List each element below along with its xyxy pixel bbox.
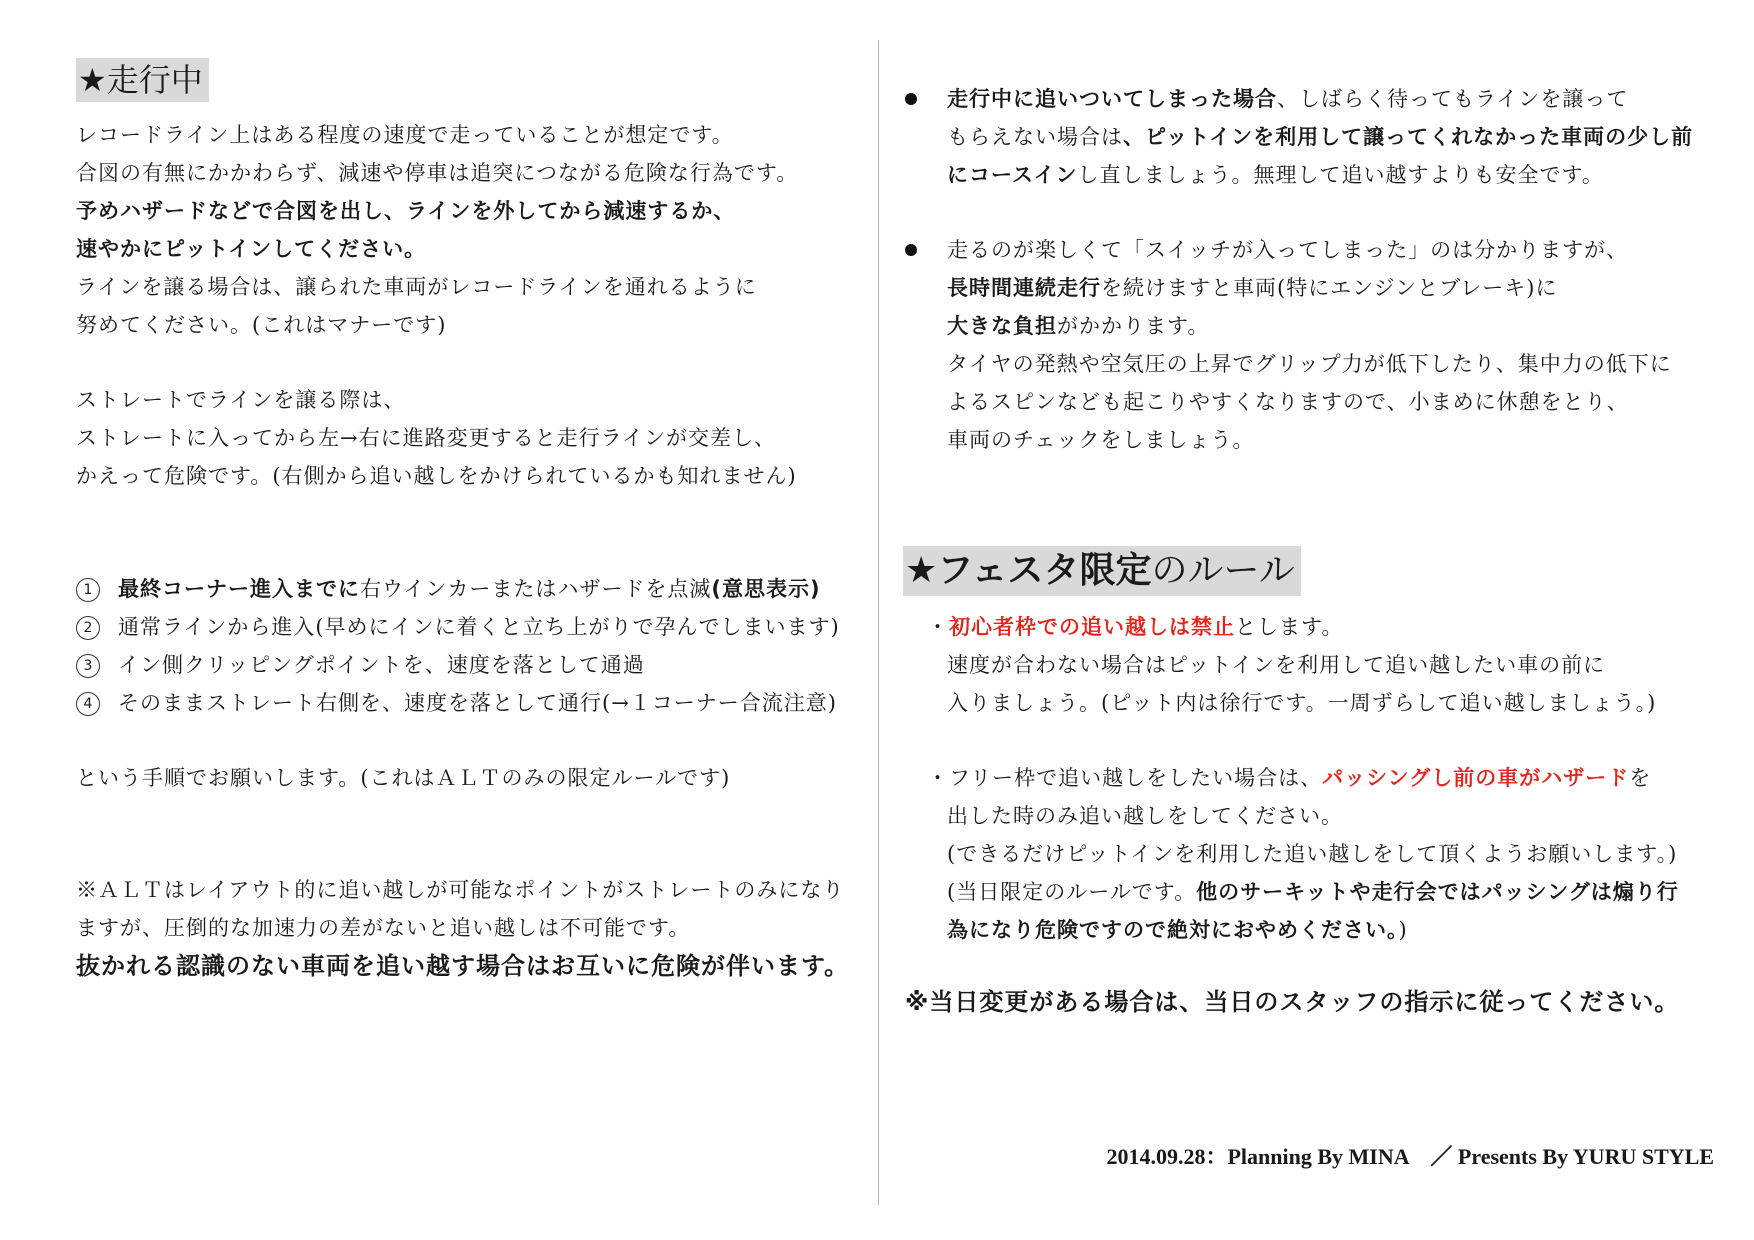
step-number: 2 <box>76 616 100 640</box>
section-heading-festa-rules: ★フェスタ限定のルール <box>903 546 1301 596</box>
bullet1-line2: もらえない場合は、ピットインを利用して譲ってくれなかった車両の少し前 <box>947 125 1694 149</box>
bullet1-line3: にコースインし直しましょう。無理して追い越すよりも安全です。 <box>947 163 1604 187</box>
step-number: 4 <box>76 692 100 716</box>
steps-note: という手順でお願いします。(これはＡＬＴのみの限定ルールです) <box>76 766 731 790</box>
rule1-line1: ・初心者枠での追い越しは禁止とします。 <box>927 615 1344 639</box>
bullet-icon <box>905 244 917 256</box>
text-line: 合図の有無にかかわらず、減速や停車は追突につながる危険な行為です。 <box>76 161 799 185</box>
rule1-line3: 入りましょう。(ピット内は徐行です。一周ずらして追い越しましょう。) <box>947 691 1657 715</box>
rule1-line2: 速度が合わない場合はピットインを利用して追い越したい車の前に <box>947 653 1606 677</box>
text-line: かえって危険です。(右側から追い越しをかけられているかも知れません) <box>76 464 797 488</box>
section-heading-driving: ★走行中 <box>76 58 209 102</box>
column-divider <box>878 40 879 1205</box>
step-item-4: 4 そのままストレート右側を、速度を落として通行(→１コーナー合流注意) <box>76 688 837 718</box>
bullet2-line1: 走るのが楽しくて「スイッチが入ってしまった」のは分かりますが、 <box>947 238 1629 262</box>
bold-line: 速やかにピットインしてください。 <box>76 237 427 261</box>
step-item-1: 1 最終コーナー進入までに右ウインカーまたはハザードを点滅(意思表示) <box>76 574 821 604</box>
bullet2-line2: 長時間連続走行を続けますと車両(特にエンジンとブレーキ)に <box>947 276 1558 300</box>
rule2-line2: 出した時のみ追い越しをしてください。 <box>947 804 1343 828</box>
text-line: ストレートに入ってから左→右に進路変更すると走行ラインが交差し、 <box>76 426 776 450</box>
bullet1-line1: 走行中に追いついてしまった場合、しばらく待ってもラインを譲って <box>947 87 1629 111</box>
bullet2-line6: 車両のチェックをしましょう。 <box>947 428 1255 452</box>
step-item-2: 2 通常ラインから進入(早めにインに着くと立ち上がりで孕んでしまいます) <box>76 612 840 642</box>
bullet2-line5: よるスピンなども起こりやすくなりますので、小まめに休憩をとり、 <box>947 390 1629 414</box>
bullet2-line4: タイヤの発熱や空気圧の上昇でグリップ力が低下したり、集中力の低下に <box>947 352 1672 376</box>
rule2-line5: 為になり危険ですので絶対におやめください。) <box>947 918 1408 942</box>
bullet-icon <box>905 93 917 105</box>
bold-line: 予めハザードなどで合図を出し、ラインを外してから減速するか、 <box>76 199 736 223</box>
bullet2-line3: 大きな負担がかかります。 <box>947 314 1210 338</box>
text-line: レコードライン上はある程度の速度で走っていることが想定です。 <box>76 123 734 147</box>
text-line: ラインを譲る場合は、譲られた車両がレコードラインを通れるように <box>76 275 757 299</box>
rule2-line1: ・フリー枠で追い越しをしたい場合は、パッシングし前の車がハザードを <box>927 766 1652 790</box>
step-number: 1 <box>76 578 100 602</box>
step-number: 3 <box>76 654 100 678</box>
rule2-line4: (当日限定のルールです。他のサーキットや走行会ではパッシングは煽り行 <box>947 880 1679 904</box>
alt-note-line: ※ＡＬＴはレイアウト的に追い越しが可能なポイントがストレートのみになり <box>76 878 845 902</box>
alt-note-line: ますが、圧倒的な加速力の差がないと追い越しは不可能です。 <box>76 916 691 940</box>
text-line: 努めてください。(これはマナーです) <box>76 313 447 337</box>
rule2-line3: (できるだけピットインを利用した追い越しをして頂くようお願いします。) <box>947 842 1678 866</box>
alt-note-bold: 抜かれる認識のない車両を追い越す場合はお互いに危険が伴います。 <box>76 952 850 980</box>
step-item-3: 3 イン側クリッピングポイントを、速度を落として通過 <box>76 650 645 680</box>
final-note: ※当日変更がある場合は、当日のスタッフの指示に従ってください。 <box>905 988 1680 1016</box>
footer-credit: 2014.09.28：Planning By MINA ／ Presents By YURU STYLE <box>1106 1144 1714 1169</box>
text-line: ストレートでラインを譲る際は、 <box>76 388 406 412</box>
